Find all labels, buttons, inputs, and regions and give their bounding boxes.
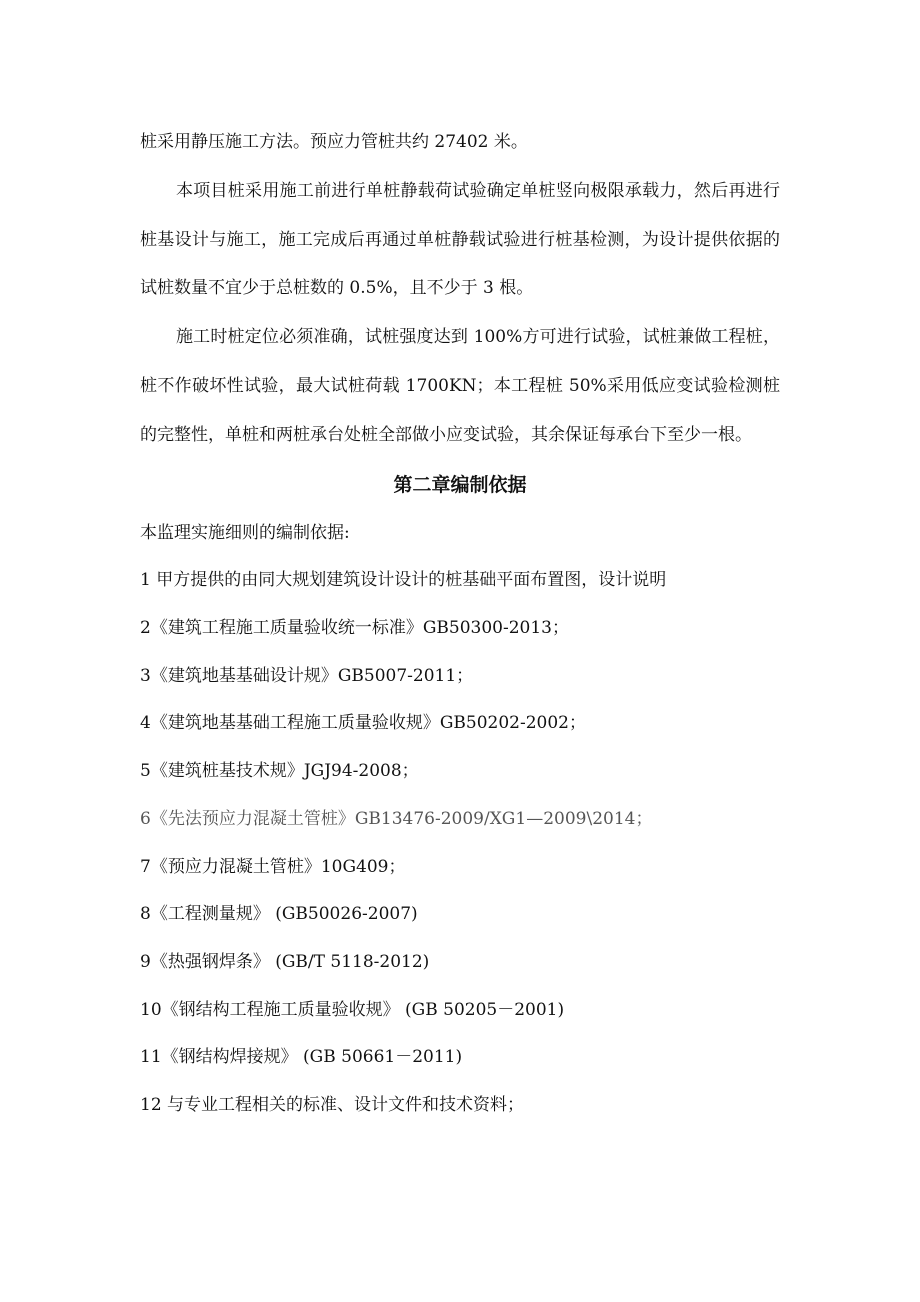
chapter-title: 第二章编制依据 <box>393 473 527 496</box>
basis-item: 6《先法预应力混凝土管桩》GB13476-2009/XG1—2009\2014； <box>140 808 653 829</box>
basis-item: 3《建筑地基基础设计规》GB5007-2011； <box>140 665 474 686</box>
paragraph-load-test: 本项目桩采用施工前进行单桩静载荷试验确定单桩竖向极限承载力，然后再进行桩基设计与施工，施工完成后再通过单桩静载试验进行桩基检测，为设计提供依据的试桩数量不宜少于总桩数的 0.5%，且不少于 3 根。 <box>140 180 780 299</box>
basis-item: 10《钢结构工程施工质量验收规》 (GB 50205－2001) <box>140 999 565 1020</box>
basis-item: 11《钢结构焊接规》 (GB 50661－2011) <box>140 1047 463 1068</box>
document-body <box>140 118 780 1130</box>
basis-item: 7《预应力混凝土管桩》10G409； <box>140 856 406 877</box>
basis-item: 5《建筑桩基技术规》JGJ94-2008； <box>140 761 419 782</box>
basis-item: 2《建筑工程施工质量验收统一标准》GB50300-2013； <box>140 617 569 638</box>
basis-item: 9《热强钢焊条》 (GB/T 5118-2012) <box>140 951 430 972</box>
basis-list <box>140 557 780 1129</box>
paragraph-construction-test: 施工时桩定位必须准确，试桩强度达到 100%方可进行试验，试桩兼做工程桩，桩不作破坏性试验，最大试桩荷载 1700KN；本工程桩 50%采用低应变试验检测桩的完整性，单桩和两桩承台处桩全部做小应变试验，其余保证每承台下至少一根。 <box>140 327 780 445</box>
basis-intro: 本监理实施细则的编制依据: <box>140 522 350 543</box>
basis-item: 8《工程测量规》 (GB50026-2007) <box>140 904 418 925</box>
basis-item: 12 与专业工程相关的标准、设计文件和技术资料； <box>140 1095 525 1116</box>
basis-item: 1 甲方提供的由同大规划建筑设计设计的桩基础平面布置图，设计说明 <box>140 570 667 591</box>
basis-item: 4《建筑地基基础工程施工质量验收规》GB50202-2002； <box>140 713 586 734</box>
paragraph-pile-method: 桩采用静压施工方法。预应力管桩共约 27402 米。 <box>140 132 528 152</box>
